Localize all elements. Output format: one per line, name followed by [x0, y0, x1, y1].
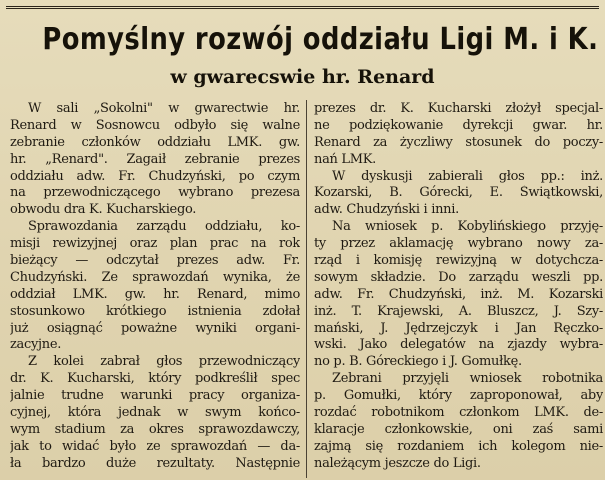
text-line: Z kolei zabrał głos przewodniczący [28, 354, 300, 370]
text-line: nań LMK. [314, 151, 377, 167]
right-column [314, 101, 603, 473]
subheadline: w gwarecswie hr. Renard [170, 66, 435, 88]
text-line: obwodu dra K. Kucharskiego. [10, 202, 197, 218]
text-line: Renard w Sosnowcu odbyło się walne [10, 117, 300, 133]
text-line: ła bardzo duże rezultaty. Następnie [10, 455, 300, 471]
text-line: bieżący — odczytał prezes adw. Fr. [10, 253, 300, 269]
text-line: cyjnej, która jednak w swym końco- [10, 405, 300, 421]
text-line: adw. Fr. Chudzyński, inż. M. Kozarski [314, 286, 603, 302]
text-line: jak to widać było ze sprawozdań — da- [10, 438, 300, 454]
text-line: Sprawozdania zarządu oddziału, ko- [28, 219, 300, 235]
text-line: wym stadium za okres sprawozdawczy, [10, 421, 300, 437]
text-line: Renard za życzliwy stosunek do poczy- [314, 134, 603, 150]
text-line: no p. B. Góreckiego i J. Gomułkę. [314, 354, 522, 370]
text-line: p. Gomułki, który zaproponował, aby [314, 388, 603, 404]
text-line: Kozarski, B. Górecki, E. Świątkowski, [314, 185, 603, 201]
text-line: misji rewizyjnej oraz plan prac na rok [10, 236, 300, 252]
text-line: adw. Chudzyński i inni. [314, 202, 459, 218]
text-line: W sali „Sokolni" w gwarectwie hr. [28, 101, 300, 116]
text-line: ty przez aklamację wybrano nowy za- [314, 236, 603, 252]
text-line: rząd i komisję rewizyjną w dotychcza- [314, 253, 603, 269]
text-line: zebranie członków oddziału LMK. gw. [10, 134, 300, 150]
text-line: stosunkowo krótkiego istnienia zdołał [10, 303, 300, 319]
top-double-rule [6, 6, 599, 9]
text-line: ne podziękowanie dyrekcji gwar. hr. [314, 117, 603, 133]
left-column [10, 101, 300, 473]
text-line: oddział LMK. gw. hr. Renard, mimo [10, 286, 300, 302]
text-line: rozdać robotnikom członkom LMK. de- [314, 405, 603, 421]
text-line: wski. Jako delegatów na zjazdy wybra- [314, 337, 603, 353]
text-line: sowym składzie. Do zarządu weszli pp. [314, 269, 603, 285]
text-line: prezes dr. K. Kucharski złożył specjal- [314, 101, 603, 116]
column-divider [306, 100, 307, 478]
text-line: inż. T. Krajewski, A. Bluszcz, J. Szy- [314, 303, 603, 319]
text-line: klaracje członkowskie, oni zaś sami [314, 421, 603, 437]
headline: Pomyślny rozwój oddziału Ligi M. i K. [42, 22, 599, 57]
text-line: zacyjne. [10, 337, 62, 353]
text-line: Chudzyński. Ze sprawozdań wynika, że [10, 269, 300, 285]
text-line: oddziału adw. Fr. Chudzyński, po czym [10, 168, 300, 184]
text-line: Zebrani przyjęli wniosek robotnika [332, 371, 603, 387]
text-line: mański, J. Jędrzejczyk i Jan Ręczko- [314, 320, 603, 336]
text-line: dr. K. Kucharski, który podkreślił spec [10, 371, 300, 387]
text-line: jalnie trudne warunki pracy organiza- [10, 388, 300, 404]
text-line: W dyskusji zabierali głos pp.: inż. [332, 168, 603, 184]
text-line: już osiągnąć poważne wyniki organi- [10, 320, 300, 336]
text-line: należącym jeszcze do Ligi. [314, 455, 481, 471]
text-line: Na wniosek p. Kobylińskiego przyję- [332, 219, 603, 235]
text-line: zajmą się rozdaniem ich kolegom nie- [314, 438, 603, 454]
text-line: hr. „Renard". Zagaił zebranie prezes [10, 151, 300, 167]
text-line: na przewodniczącego wybrano prezesa [10, 185, 300, 201]
